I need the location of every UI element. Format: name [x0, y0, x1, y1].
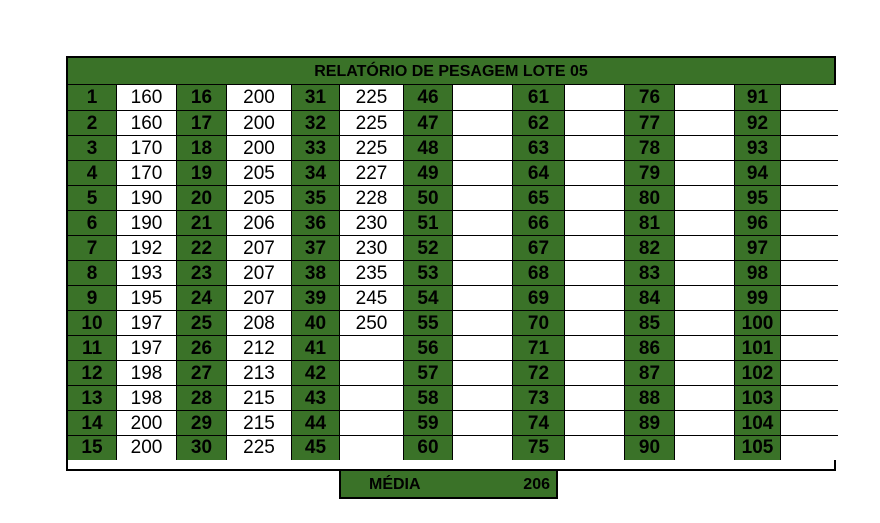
item-number: 57	[404, 361, 453, 386]
item-weight	[565, 136, 625, 161]
item-weight: 160	[117, 85, 177, 111]
item-weight	[453, 311, 513, 336]
item-number: 2	[68, 111, 117, 136]
item-weight	[781, 286, 838, 311]
item-weight: 225	[340, 136, 404, 161]
item-number: 29	[177, 411, 227, 436]
item-number: 64	[513, 161, 565, 186]
item-weight	[565, 186, 625, 211]
item-number: 33	[292, 136, 340, 161]
item-weight: 205	[227, 186, 292, 211]
item-weight	[675, 85, 735, 111]
item-weight	[340, 436, 404, 460]
item-weight: 200	[117, 436, 177, 460]
item-number: 100	[735, 311, 781, 336]
item-number: 22	[177, 236, 227, 261]
item-number: 4	[68, 161, 117, 186]
item-weight	[453, 211, 513, 236]
item-number: 47	[404, 111, 453, 136]
item-weight	[340, 361, 404, 386]
item-number: 73	[513, 386, 565, 411]
item-weight: 207	[227, 261, 292, 286]
item-number: 98	[735, 261, 781, 286]
item-weight	[781, 111, 838, 136]
item-weight	[675, 186, 735, 211]
item-number: 17	[177, 111, 227, 136]
item-weight	[781, 311, 838, 336]
item-weight	[565, 286, 625, 311]
item-number: 15	[68, 436, 117, 460]
item-number: 66	[513, 211, 565, 236]
item-weight	[453, 236, 513, 261]
item-weight: 230	[340, 211, 404, 236]
item-weight	[453, 336, 513, 361]
item-number: 84	[625, 286, 675, 311]
item-number: 61	[513, 85, 565, 111]
item-weight	[675, 136, 735, 161]
item-number: 59	[404, 411, 453, 436]
item-number: 41	[292, 336, 340, 361]
item-weight	[781, 85, 838, 111]
item-weight	[781, 211, 838, 236]
item-weight	[565, 436, 625, 460]
item-number: 70	[513, 311, 565, 336]
item-number: 44	[292, 411, 340, 436]
item-weight	[565, 311, 625, 336]
item-number: 23	[177, 261, 227, 286]
item-number: 71	[513, 336, 565, 361]
item-weight: 207	[227, 236, 292, 261]
item-number: 36	[292, 211, 340, 236]
item-number: 53	[404, 261, 453, 286]
item-weight: 200	[117, 411, 177, 436]
item-weight: 225	[340, 111, 404, 136]
item-number: 51	[404, 211, 453, 236]
item-weight	[565, 411, 625, 436]
item-weight	[453, 111, 513, 136]
item-number: 48	[404, 136, 453, 161]
item-number: 14	[68, 411, 117, 436]
item-number: 58	[404, 386, 453, 411]
item-number: 93	[735, 136, 781, 161]
item-number: 69	[513, 286, 565, 311]
item-weight	[675, 161, 735, 186]
item-number: 7	[68, 236, 117, 261]
item-number: 97	[735, 236, 781, 261]
item-weight	[453, 186, 513, 211]
item-weight	[675, 311, 735, 336]
item-number: 18	[177, 136, 227, 161]
item-weight: 250	[340, 311, 404, 336]
item-weight	[453, 261, 513, 286]
item-weight	[565, 386, 625, 411]
item-weight	[781, 361, 838, 386]
average-box	[339, 469, 558, 499]
item-number: 42	[292, 361, 340, 386]
item-number: 49	[404, 161, 453, 186]
item-number: 16	[177, 85, 227, 111]
item-number: 27	[177, 361, 227, 386]
item-weight	[781, 136, 838, 161]
item-weight	[675, 336, 735, 361]
item-weight: 213	[227, 361, 292, 386]
item-number: 10	[68, 311, 117, 336]
item-number: 56	[404, 336, 453, 361]
item-weight	[565, 211, 625, 236]
item-weight: 197	[117, 336, 177, 361]
item-number: 86	[625, 336, 675, 361]
item-weight: 200	[227, 111, 292, 136]
item-number: 87	[625, 361, 675, 386]
item-number: 82	[625, 236, 675, 261]
item-number: 9	[68, 286, 117, 311]
item-number: 5	[68, 186, 117, 211]
item-number: 3	[68, 136, 117, 161]
item-number: 79	[625, 161, 675, 186]
item-number: 91	[735, 85, 781, 111]
item-number: 62	[513, 111, 565, 136]
item-number: 67	[513, 236, 565, 261]
item-weight	[565, 111, 625, 136]
item-number: 65	[513, 186, 565, 211]
item-weight	[565, 336, 625, 361]
item-number: 37	[292, 236, 340, 261]
item-number: 24	[177, 286, 227, 311]
item-weight	[781, 236, 838, 261]
item-weight	[453, 436, 513, 460]
item-number: 52	[404, 236, 453, 261]
item-weight: 200	[227, 136, 292, 161]
item-weight	[453, 386, 513, 411]
item-number: 43	[292, 386, 340, 411]
item-number: 31	[292, 85, 340, 111]
item-weight	[675, 286, 735, 311]
item-weight	[781, 386, 838, 411]
item-number: 72	[513, 361, 565, 386]
item-weight: 170	[117, 161, 177, 186]
item-weight	[453, 136, 513, 161]
item-weight: 197	[117, 311, 177, 336]
item-number: 25	[177, 311, 227, 336]
item-number: 60	[404, 436, 453, 460]
item-weight: 195	[117, 286, 177, 311]
item-number: 75	[513, 436, 565, 460]
item-number: 74	[513, 411, 565, 436]
item-number: 20	[177, 186, 227, 211]
item-weight	[453, 161, 513, 186]
item-weight	[565, 261, 625, 286]
item-weight: 215	[227, 411, 292, 436]
item-weight: 212	[227, 336, 292, 361]
item-number: 28	[177, 386, 227, 411]
item-weight: 207	[227, 286, 292, 311]
item-weight: 208	[227, 311, 292, 336]
item-number: 50	[404, 186, 453, 211]
item-number: 92	[735, 111, 781, 136]
item-weight: 225	[227, 436, 292, 460]
item-weight	[675, 111, 735, 136]
item-number: 101	[735, 336, 781, 361]
item-weight	[781, 436, 838, 460]
item-number: 1	[68, 85, 117, 111]
item-weight: 190	[117, 186, 177, 211]
item-number: 89	[625, 411, 675, 436]
item-weight	[781, 186, 838, 211]
item-weight: 235	[340, 261, 404, 286]
item-weight	[781, 161, 838, 186]
report-title: RELATÓRIO DE PESAGEM LOTE 05	[68, 58, 834, 85]
item-weight	[675, 361, 735, 386]
item-number: 68	[513, 261, 565, 286]
item-weight: 190	[117, 211, 177, 236]
item-weight	[781, 336, 838, 361]
item-weight	[565, 85, 625, 111]
item-weight: 205	[227, 161, 292, 186]
item-weight: 228	[340, 186, 404, 211]
item-number: 26	[177, 336, 227, 361]
item-weight	[453, 411, 513, 436]
item-number: 63	[513, 136, 565, 161]
item-number: 102	[735, 361, 781, 386]
item-number: 103	[735, 386, 781, 411]
item-weight: 192	[117, 236, 177, 261]
item-number: 76	[625, 85, 675, 111]
item-number: 6	[68, 211, 117, 236]
item-weight	[453, 85, 513, 111]
item-number: 85	[625, 311, 675, 336]
item-number: 45	[292, 436, 340, 460]
item-number: 54	[404, 286, 453, 311]
item-number: 80	[625, 186, 675, 211]
item-weight	[781, 411, 838, 436]
item-number: 46	[404, 85, 453, 111]
item-weight: 160	[117, 111, 177, 136]
item-weight: 225	[340, 85, 404, 111]
item-number: 90	[625, 436, 675, 460]
item-weight: 170	[117, 136, 177, 161]
item-weight: 215	[227, 386, 292, 411]
item-weight: 230	[340, 236, 404, 261]
item-number: 105	[735, 436, 781, 460]
item-weight	[675, 436, 735, 460]
item-weight: 206	[227, 211, 292, 236]
item-weight	[565, 236, 625, 261]
item-number: 39	[292, 286, 340, 311]
item-number: 32	[292, 111, 340, 136]
item-number: 55	[404, 311, 453, 336]
item-number: 13	[68, 386, 117, 411]
item-weight	[565, 361, 625, 386]
item-number: 8	[68, 261, 117, 286]
item-number: 83	[625, 261, 675, 286]
item-weight	[675, 411, 735, 436]
item-number: 95	[735, 186, 781, 211]
item-weight	[781, 261, 838, 286]
item-weight: 227	[340, 161, 404, 186]
item-weight	[675, 386, 735, 411]
item-weight	[340, 336, 404, 361]
average-value: 206	[523, 476, 550, 493]
item-weight: 198	[117, 361, 177, 386]
item-weight	[453, 286, 513, 311]
item-number: 11	[68, 336, 117, 361]
item-weight	[453, 361, 513, 386]
item-weight: 245	[340, 286, 404, 311]
item-number: 40	[292, 311, 340, 336]
item-weight	[675, 236, 735, 261]
item-weight	[675, 261, 735, 286]
item-number: 34	[292, 161, 340, 186]
item-number: 19	[177, 161, 227, 186]
item-number: 104	[735, 411, 781, 436]
item-number: 12	[68, 361, 117, 386]
item-number: 96	[735, 211, 781, 236]
item-number: 81	[625, 211, 675, 236]
weighing-report-table	[66, 56, 836, 471]
item-weight	[565, 161, 625, 186]
item-number: 94	[735, 161, 781, 186]
item-weight	[340, 386, 404, 411]
item-number: 77	[625, 111, 675, 136]
item-number: 88	[625, 386, 675, 411]
item-weight: 200	[227, 85, 292, 111]
average-label: MÉDIA	[369, 476, 421, 493]
item-weight	[340, 411, 404, 436]
item-number: 78	[625, 136, 675, 161]
item-number: 38	[292, 261, 340, 286]
item-number: 21	[177, 211, 227, 236]
item-number: 30	[177, 436, 227, 460]
item-weight: 198	[117, 386, 177, 411]
item-weight	[675, 211, 735, 236]
item-number: 35	[292, 186, 340, 211]
item-weight: 193	[117, 261, 177, 286]
item-number: 99	[735, 286, 781, 311]
